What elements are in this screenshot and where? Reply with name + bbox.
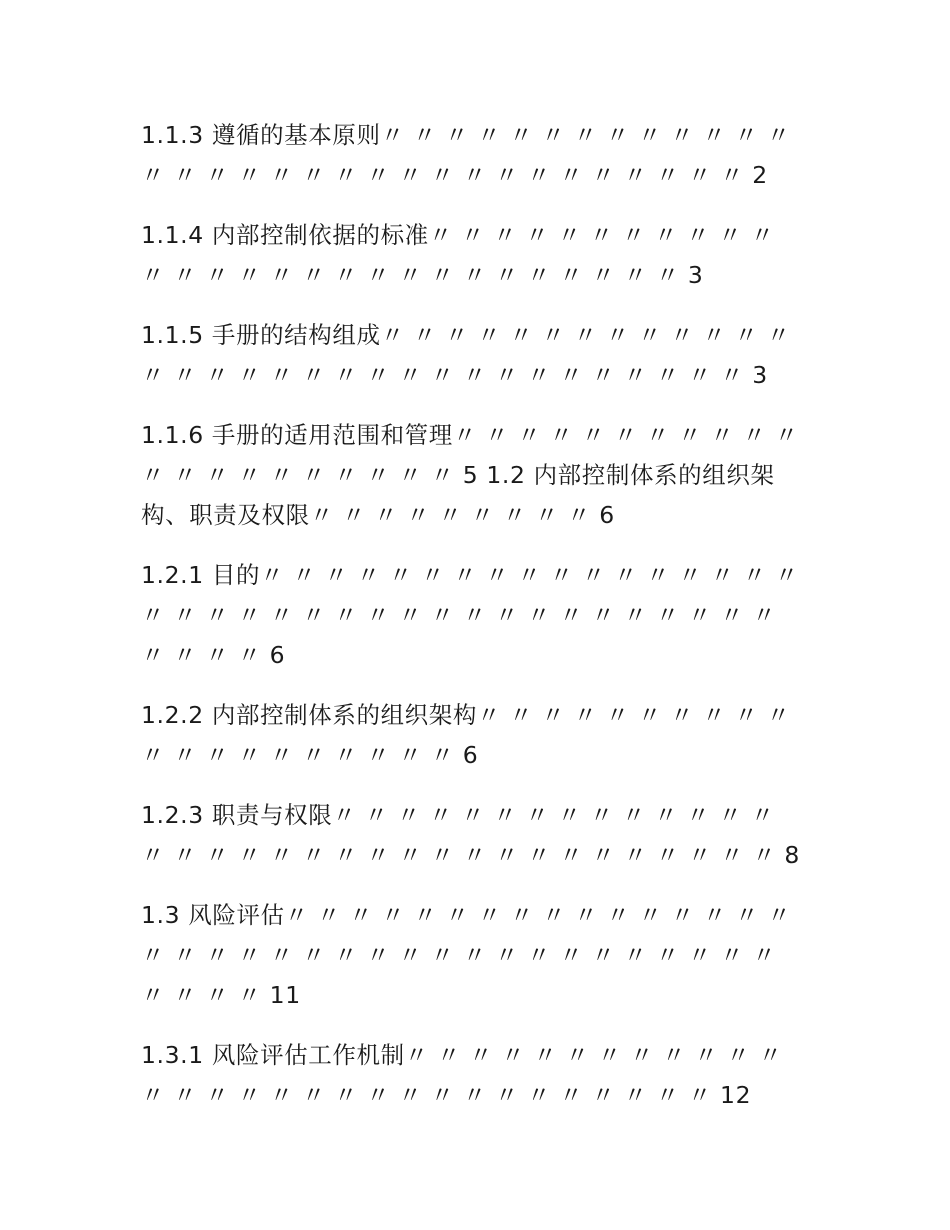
table-of-contents <box>141 115 801 1135</box>
toc-entry-1-3: 1.3 风险评估〃 〃 〃 〃 〃 〃 〃 〃 〃 〃 〃 〃 〃 〃 〃 〃 〃 〃 〃 〃 〃 〃 〃 〃 〃 〃 〃 〃 〃 〃 〃 〃 〃 〃 〃 〃 〃 〃 〃 〃 11 <box>141 901 792 1009</box>
toc-entry-1-2-1: 1.2.1 目的〃 〃 〃 〃 〃 〃 〃 〃 〃 〃 〃 〃 〃 〃 〃 〃 〃 〃 〃 〃 〃 〃 〃 〃 〃 〃 〃 〃 〃 〃 〃 〃 〃 〃 〃 〃 〃 〃 〃 〃 〃 6 <box>141 561 799 669</box>
toc-entry-1-1-5: 1.1.5 手册的结构组成〃 〃 〃 〃 〃 〃 〃 〃 〃 〃 〃 〃 〃 〃 〃 〃 〃 〃 〃 〃 〃 〃 〃 〃 〃 〃 〃 〃 〃 〃 〃 〃 3 <box>141 321 791 389</box>
toc-entry-1-2-3: 1.2.3 职责与权限〃 〃 〃 〃 〃 〃 〃 〃 〃 〃 〃 〃 〃 〃 〃 〃 〃 〃 〃 〃 〃 〃 〃 〃 〃 〃 〃 〃 〃 〃 〃 〃 〃 〃 8 <box>141 801 800 869</box>
toc-entry-1-3-1: 1.3.1 风险评估工作机制〃 〃 〃 〃 〃 〃 〃 〃 〃 〃 〃 〃 〃 〃 〃 〃 〃 〃 〃 〃 〃 〃 〃 〃 〃 〃 〃 〃 〃 〃 12 <box>141 1041 783 1109</box>
toc-entry-1-1-3: 1.1.3 遵循的基本原则〃 〃 〃 〃 〃 〃 〃 〃 〃 〃 〃 〃 〃 〃 〃 〃 〃 〃 〃 〃 〃 〃 〃 〃 〃 〃 〃 〃 〃 〃 〃 〃 2 <box>141 121 791 189</box>
toc-entry-1-1-4: 1.1.4 内部控制依据的标准〃 〃 〃 〃 〃 〃 〃 〃 〃 〃 〃 〃 〃 〃 〃 〃 〃 〃 〃 〃 〃 〃 〃 〃 〃 〃 〃 〃 3 <box>141 221 775 289</box>
toc-entry-1-1-6: 1.1.6 手册的适用范围和管理〃 〃 〃 〃 〃 〃 〃 〃 〃 〃 〃 〃 〃 〃 〃 〃 〃 〃 〃 〃 〃 5 1.2 内部控制体系的组织架构、职责及权限〃 〃 〃 〃 〃 〃 〃 〃 〃 6 <box>141 421 799 529</box>
toc-entry-1-2-2: 1.2.2 内部控制体系的组织架构〃 〃 〃 〃 〃 〃 〃 〃 〃 〃 〃 〃 〃 〃 〃 〃 〃 〃 〃 〃 6 <box>141 701 791 769</box>
